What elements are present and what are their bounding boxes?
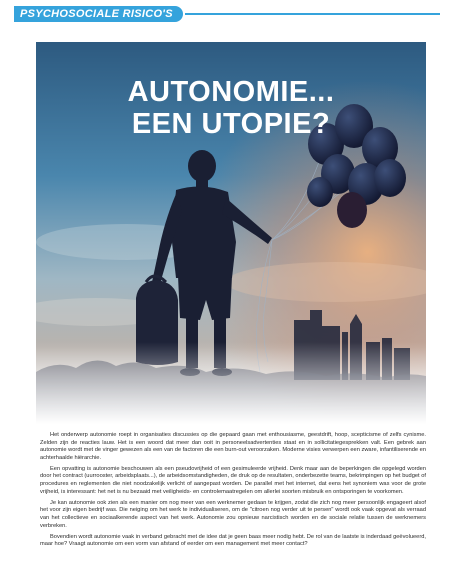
paragraph: Het onderwerp autonomie roept in organisaties discussies op die gepaard gaan met enthousiasme, geestdrift, hoop, scepticisme of zelfs cynisme. Zelden zijn de reacties lauw. Het is een woord dat meer dan ooit in personeelsadvertenties staat en in sollicitatiegesprekken valt. Een gebrek aan autonomie wordt met de vinger gewezen als een van de factoren die een burn-out veroorzaken. Moderne visies verwerpen een zware, infantiliserende en achterhaalde hiërarchie. [40, 432, 426, 461]
paragraph: Bovendien wordt autonomie vaak in verband gebracht met de idee dat je geen baas meer nodig hebt. De rol van de laatste is inderdaad geëvolueerd, maar hoe? Vraagt autonomie om een vorm van afstand of eerder om een management met meer contact? [40, 533, 426, 548]
headline-line-1: AUTONOMIE... [127, 76, 335, 108]
headline-line-2: EEN UTOPIE? [131, 108, 331, 140]
section-header [14, 6, 440, 22]
section-rule [185, 13, 440, 15]
hero-image [36, 42, 426, 424]
paragraph: Je kan autonomie ook zien als een manier om nog meer van een werknemer gedaan te krijgen, zodat die zich nog meer persoonlijk engageert alsof het voor zijn eigen bedrijf was. Die neiging om het werk te individualiseren, om de "citroen nog verder uit te persen" wordt ook vaak opgevat als verraad van het collectieve en sociaalkerende aspect van het werk. Autonomie zou opnieuw narcistisch worden en de sociale relatie tussen de werknemers verbreken. [40, 499, 426, 529]
section-label: PSYCHOSOCIALE RISICO'S [14, 6, 183, 22]
headline [36, 76, 426, 140]
article-body [40, 432, 426, 552]
paragraph: Een opvatting is autonomie beschouwen als een pseudovrijheid of een gesimuleerde vrijheid. Denk maar aan de beperkingen die opgelegd worden door het contract (uurrooster, arbeidsplaats...), de arbeidsomstandigheden, de druk op de resultaten, onderbezette teams, bekrimpingen op het budget of procedures en reglementen die niet noodzakelijk verlicht of aangepast worden. De parallel met het internet, dat eens het synoniem was voor de grote vrijheid, is interessant: het net is nu bezaaid met veiligheids- en controlemaatregelen om allerlei soorten misbruik en ontsporingen te voorkomen. [40, 465, 426, 495]
